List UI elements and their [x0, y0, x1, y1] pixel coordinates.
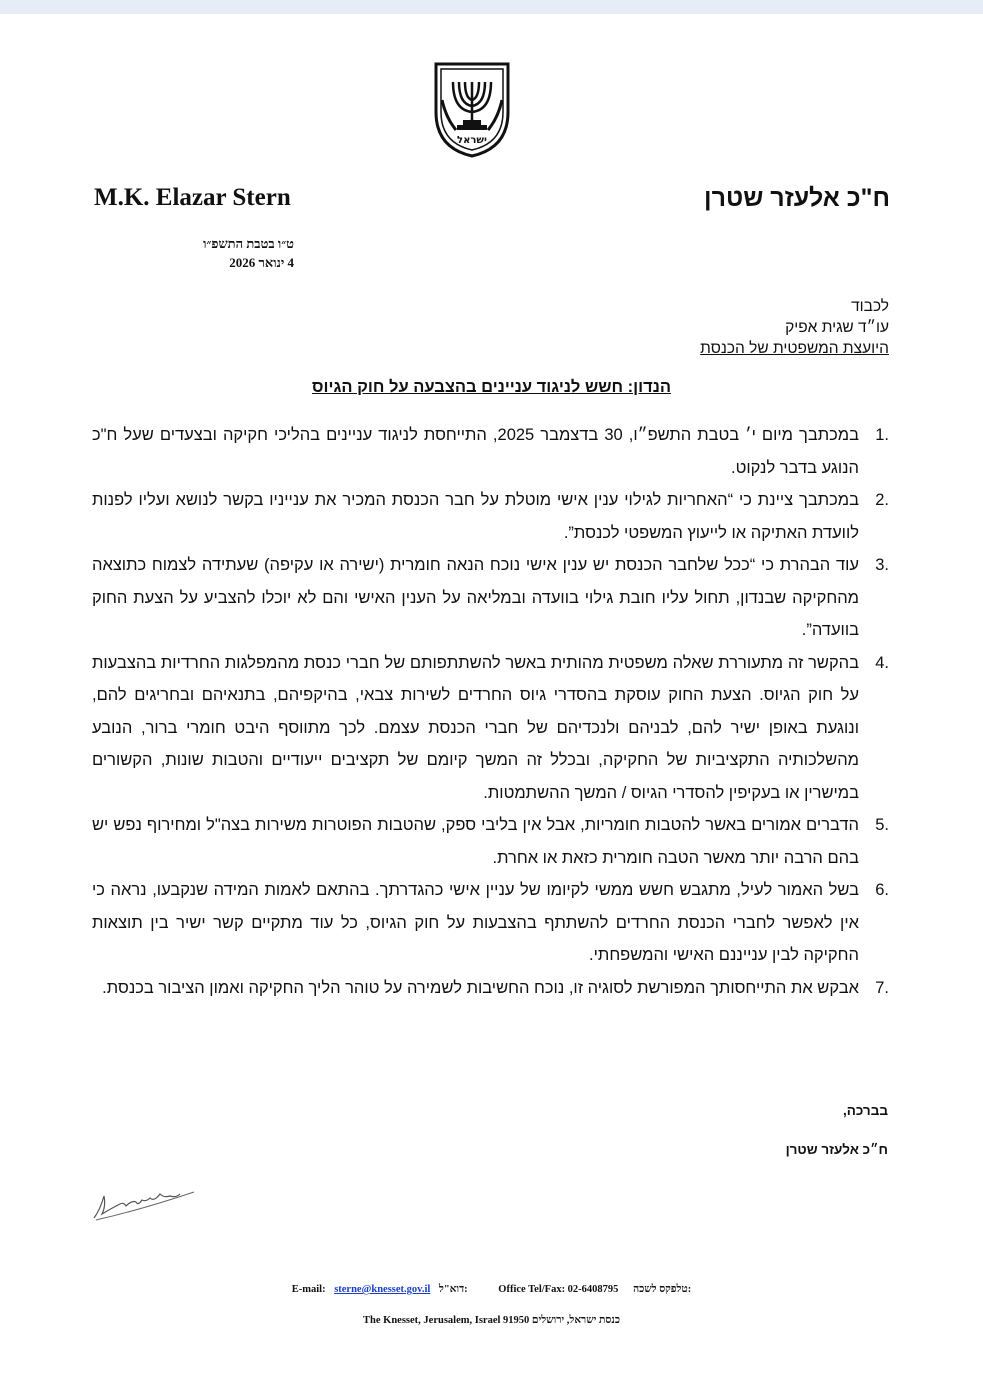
emblem-text: ישראל — [457, 135, 487, 146]
paragraph-text: בהקשר זה מתעוררת שאלה משפטית מהותית באשר להשתתפותם של חברי כנסת מהמפלגות החרדיות בהצבעות על חוק הגיוס. הצעת החוק עוסקת בהסדרי גיוס החרדים לשירות צבאי, בהיקפיהם, בתנאיהם ובחריגים להם, ונוגעת באופן ישיר להם, לבניהם ולנכדיהם של חברי הכנסת עצמם. לכך מתווסף היבט חומרי ברור, הנובע מהשלכותיה התקציביות של החקיקה, ובכלל זה המשך קיומם של תקציבים ייעודיים והטבות שונות, הקשורים במישרין או בעקיפין להסדרי הגיוס / המשך ההשתמטות. — [92, 653, 859, 802]
paragraph-text: אבקש את התייחסותך המפורשת לסוגיה זו, נוכח החשיבות לשמירה על טוהר הליך החקיקה ואמון הציבור בכנסת. — [102, 978, 859, 997]
date-block — [94, 234, 294, 272]
recipient-block — [700, 296, 889, 359]
body-paragraphs — [92, 419, 889, 1004]
top-bar — [0, 0, 983, 14]
recipient-greeting: לכבוד — [851, 298, 889, 315]
date-gregorian: 4 ינואר 2026 — [229, 255, 294, 270]
phone-label: Office Tel/Fax: 02-6408795 — [498, 1284, 619, 1295]
phone-label-he: טלפקס לשכה: — [633, 1284, 692, 1295]
closing-greeting: בברכה, — [842, 1103, 888, 1118]
paragraph-number: 1. — [875, 426, 889, 444]
paragraph-text: במכתבך ציינת כי “האחריות לגילוי ענין אישי מוטלת על חבר הכנסת המכיר את ענייניו בקשר לנושא ועליו לפנות לוועדת האתיקה או לייעוץ המשפטי לכנסת”. — [92, 491, 859, 542]
sender-name-en: M.K. Elazar Stern — [94, 184, 291, 211]
address-he: כנסת ישראל, ירושלים — [531, 1315, 620, 1326]
paragraph — [92, 972, 889, 1005]
footer-address — [0, 1315, 983, 1326]
recipient-title: היועצת המשפטית של הכנסת — [700, 340, 889, 357]
signer-name: ח״כ אלעזר שטרן — [785, 1142, 888, 1157]
footer-contact — [0, 1284, 983, 1295]
handwritten-signature — [90, 1180, 200, 1225]
paragraph-number: 7. — [875, 978, 889, 997]
paragraph-text: בשל האמור לעיל, מתגבש חשש ממשי לקיומו של עניין אישי כהגדרתך. בהתאם לאמות המידה שנקבעו, נראה כי אין לאפשר לחברי הכנסת החרדים להשתתף בהצבעות על חוק הגיוס, כל עוד מתקיים קשר ישיר בין תוצאות החקיקה לבין ענייננם האישי והמשפחתי. — [92, 881, 859, 964]
paragraph-text: עוד הבהרת כי “ככל שלחבר הכנסת יש ענין אישי נוכח הנאה חומרית (ישירה או עקיפה) שעתידה לצמוח כתוצאה מהחקיקה שבנדון, תחול עליו חובת גילוי בוועדה ובמליאה על הענין האישי והם לא יוכלו להצביע על הצעת החוק בוועדה”. — [92, 556, 859, 639]
subject-line: הנדון: חשש לניגוד עניינים בהצבעה על חוק הגיוס — [312, 378, 671, 396]
paragraph — [92, 647, 889, 810]
email-label-he: דוא"ל: — [438, 1284, 468, 1295]
paragraph-text: במכתבך מיום י׳ בטבת התשפ״ו, 30 בדצמבר 2025, התייחסת לניגוד עניינים בהליכי חקיקה ובצעדים שעל ח"כ הנוגע בדבר לנקוט. — [92, 426, 859, 477]
paragraph — [92, 549, 889, 647]
paragraph-number: 6. — [875, 881, 889, 899]
recipient-name: עו״ד שגית אפיק — [785, 319, 889, 336]
sender-name-he: ח"כ אלעזר שטרן — [704, 184, 890, 212]
paragraph-number: 5. — [875, 816, 889, 834]
paragraph — [92, 874, 889, 972]
email-link[interactable]: sterne@knesset.gov.il — [334, 1284, 431, 1295]
date-hebrew: ט״ו בטבת התשפ״ו — [203, 236, 294, 251]
paragraph-number: 3. — [875, 556, 889, 574]
address-en: The Knesset, Jerusalem, Israel 91950 — [363, 1315, 530, 1326]
paragraph-number: 2. — [875, 491, 889, 509]
paragraph — [92, 809, 889, 874]
paragraph — [92, 419, 889, 484]
paragraph-number: 4. — [875, 653, 889, 672]
email-label: E-mail: — [291, 1284, 326, 1295]
paragraph-text: הדברים אמורים באשר להטבות חומריות, אבל אין בליבי ספק, שהטבות הפוטרות משירות בצה"ל ומחירוף נפש יש בהם הרבה יותר מאשר הטבה חומרית כזאת או אחרת. — [92, 816, 859, 867]
paragraph — [92, 484, 889, 549]
menorah-emblem-icon — [432, 60, 512, 158]
